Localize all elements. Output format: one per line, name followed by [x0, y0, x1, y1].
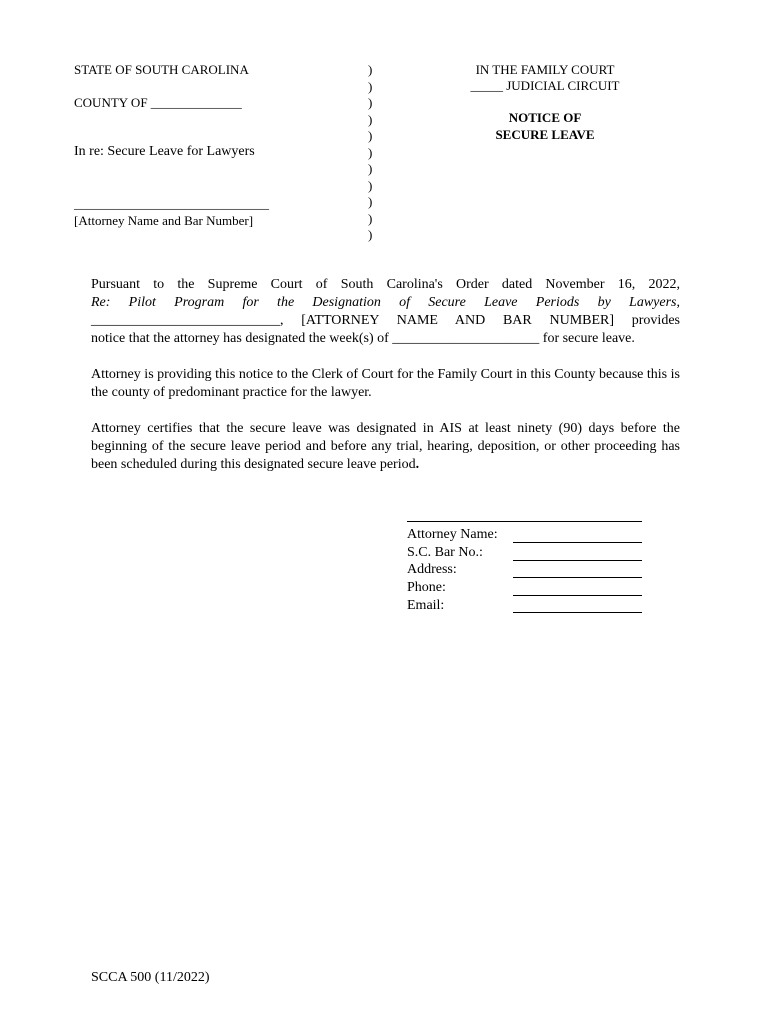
- document-title-line2: SECURE LEAVE: [495, 127, 595, 142]
- county-field: COUNTY OF ______________: [74, 95, 242, 110]
- judicial-circuit: _____ JUDICIAL CIRCUIT: [470, 78, 620, 93]
- paren: ): [368, 210, 373, 226]
- order-title: Re: Pilot Program for the Designation of Secure Leave Periods by Lawyers: [91, 295, 677, 310]
- paren: ): [368, 111, 373, 127]
- p1-line3-text: [ATTORNEY NAME AND BAR NUMBER] provides: [283, 313, 680, 328]
- phone-label: Phone:: [407, 580, 446, 595]
- certification-period: .: [415, 457, 420, 472]
- paragraph-certification: [91, 420, 680, 474]
- paren: ): [368, 95, 373, 110]
- state-heading: STATE OF SOUTH CAROLINA: [74, 62, 249, 77]
- paren: ): [368, 144, 373, 160]
- attorney-name-label: [Attorney Name and Bar Number]: [74, 213, 254, 228]
- bar-number-label: S.C. Bar No.:: [407, 545, 483, 560]
- document-title-line1: NOTICE OF: [508, 110, 582, 125]
- p1-line4: [91, 330, 680, 348]
- paren: ): [368, 194, 373, 209]
- court-name: IN THE FAMILY COURT: [475, 62, 615, 77]
- address-blank: [513, 577, 642, 578]
- paragraph-notice: [91, 276, 680, 348]
- paren: ): [368, 78, 373, 94]
- paren: ): [368, 161, 373, 176]
- p1-line4-end: for secure leave.: [539, 331, 635, 346]
- sig-row-bar-no: [407, 545, 483, 562]
- attorney-name-label: Attorney Name:: [407, 527, 498, 542]
- order-title-comma: ,: [676, 295, 680, 310]
- p1-line1: Pursuant to the Supreme Court of South Carolina's Order dated November 16, 2022,: [91, 277, 680, 292]
- form-id-footer: SCCA 500 (11/2022): [91, 970, 210, 985]
- paren: ): [368, 177, 373, 193]
- p1-line3: [91, 312, 680, 330]
- paragraph-county: Attorney is providing this notice to the Clerk of Court for the Family Court in this County because this is the county of predominant practice for the lawyer.: [91, 367, 680, 400]
- sig-row-phone: [407, 580, 446, 597]
- address-label: Address:: [407, 562, 457, 577]
- phone-blank: [513, 595, 642, 596]
- caption-parentheses: [368, 62, 372, 244]
- bar-number-blank: [513, 560, 642, 561]
- signature-line: [407, 521, 642, 522]
- email-blank: [513, 612, 642, 613]
- attorney-blank-line: ______________________________: [74, 196, 269, 211]
- sig-row-address: [407, 562, 457, 579]
- paren: ): [368, 62, 373, 77]
- attorney-name-blank: [513, 542, 642, 543]
- paren: ): [368, 128, 373, 143]
- weeks-blank: _____________________: [392, 331, 540, 346]
- p1-line2: [91, 294, 680, 312]
- email-label: Email:: [407, 598, 445, 613]
- p1-line4-text: notice that the attorney has designated the week(s) of: [91, 331, 393, 346]
- paren: ): [368, 227, 373, 242]
- sig-row-email: [407, 598, 444, 615]
- in-re-line: In re: Secure Leave for Lawyers: [74, 144, 255, 159]
- certification-text: Attorney certifies that the secure leave was designated in AIS at least ninety (90) days before the beginning of the secure leave period and before any trial, hearing, deposition, or other proceeding has been scheduled during this designated secure leave period: [91, 421, 680, 472]
- attorney-name-blank: ___________________________,: [91, 313, 284, 328]
- sig-row-attorney-name: [407, 527, 498, 544]
